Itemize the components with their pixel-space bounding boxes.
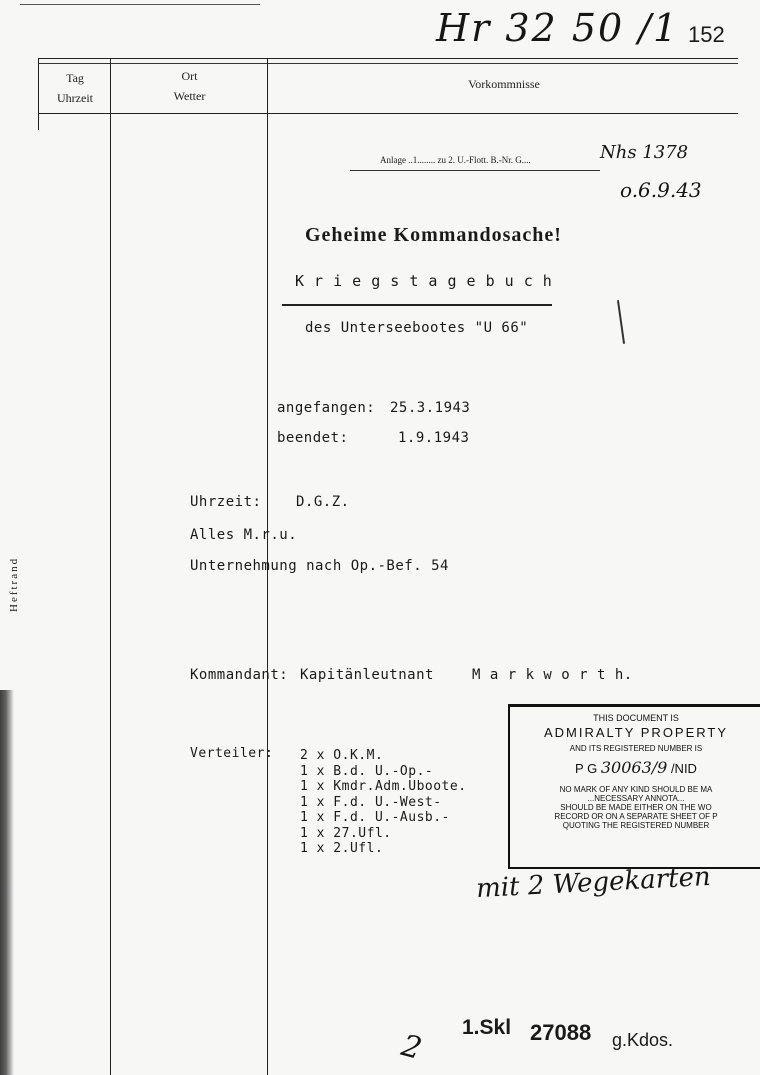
header-tag: Tag — [66, 71, 84, 85]
header-ort: Ort — [181, 69, 198, 83]
anlage-hand-number: Nhs 1378 — [600, 142, 689, 163]
anlage-hand-date: o.6.9.43 — [620, 178, 702, 202]
header-wetter: Wetter — [173, 89, 206, 103]
distribution-item: 1 x 2.Ufl. — [300, 841, 384, 856]
distribution-list — [300, 748, 467, 857]
doc-title: K r i e g s t a g e b u c h — [295, 272, 553, 290]
alles-line: Alles M.r.u. — [190, 527, 298, 543]
handwritten-note: mit 2 Wegekarten — [475, 861, 712, 905]
distribution-label: Verteiler: — [190, 746, 274, 761]
archive-reference: Hr 32 50 /1 — [436, 6, 680, 50]
bottom-ref-prefix: 1.Skl — [462, 1016, 512, 1039]
begun-value: 25.3.1943 — [390, 400, 471, 416]
table-left-border — [38, 58, 39, 130]
distribution-item: 1 x F.d. U.-Ausb.- — [300, 810, 450, 825]
stamp-registered-number: 30063/9 — [600, 758, 668, 777]
table-top-rule — [38, 58, 738, 59]
margin-label: Heftrand — [8, 556, 20, 612]
admiralty-stamp — [508, 704, 760, 869]
table-top-rule-2 — [38, 63, 738, 64]
time-value: D.G.Z. — [296, 494, 350, 510]
distribution-item: 2 x O.K.M. — [300, 748, 384, 763]
column-divider-1 — [110, 58, 111, 1075]
distribution-item: 1 x F.d. U.-West- — [300, 794, 442, 810]
distribution-item: 1 x 27.Ufl. — [300, 825, 392, 841]
commander-name: M a r k w o r t h. — [472, 667, 633, 683]
bottom-ref-number: 27088 — [530, 1020, 592, 1045]
anlage-text: Anlage ..1........ zu 2. U.-Flott. B.-Nr. G.... — [380, 155, 531, 165]
pencil-mark — [617, 300, 625, 344]
doc-subtitle: des Unterseebootes "U 66" — [305, 320, 529, 336]
bottom-ref-suffix: g.Kdos. — [612, 1030, 674, 1050]
time-label: Uhrzeit: — [190, 494, 262, 510]
stamp-line-8: RECORD OR ON A SEPARATE SHEET OF P — [554, 812, 718, 821]
stamp-pg: P G — [575, 761, 598, 776]
binding-shadow — [0, 690, 14, 1075]
distribution-item: 1 x B.d. U.-Op.- — [300, 763, 434, 779]
begun-label: angefangen: — [277, 400, 376, 416]
ended-label: beendet: — [277, 430, 349, 446]
commander-label: Kommandant: — [190, 667, 289, 683]
distribution-item: 1 x Kmdr.Adm.Uboote. — [300, 779, 467, 794]
stamp-nid: /NID — [670, 761, 697, 776]
operation-line: Unternehmung nach Op.-Bef. 54 — [190, 558, 449, 574]
anlage-underline — [350, 170, 600, 171]
header-uhrzeit: Uhrzeit — [57, 91, 93, 105]
header-vorkommnisse: Vorkommnisse — [468, 77, 540, 91]
stamp-line-7: SHOULD BE MADE EITHER ON THE WO — [560, 803, 712, 812]
header-ort-wetter — [112, 66, 267, 106]
title-underline — [282, 304, 552, 306]
stamp-line-4 — [510, 758, 760, 777]
ended-value: 1.9.1943 — [398, 430, 470, 446]
top-edge-line — [20, 4, 260, 5]
stamp-line-2: ADMIRALTY PROPERTY — [543, 725, 729, 740]
stamp-line-9: QUOTING THE REGISTERED NUMBER — [562, 821, 710, 830]
stamp-line-6: ...NECESSARY ANNOTA... — [587, 794, 685, 803]
stamp-line-1: THIS DOCUMENT IS — [593, 713, 679, 723]
stamp-line-3: AND ITS REGISTERED NUMBER IS — [569, 744, 703, 753]
page-number: 152 — [688, 22, 725, 47]
secret-heading: Geheime Kommandosache! — [305, 224, 562, 246]
table-header-rule — [38, 113, 738, 114]
commander-rank: Kapitänleutnant — [300, 667, 434, 683]
header-tag-uhrzeit — [40, 68, 110, 108]
bottom-hand-mark: 2 — [397, 1028, 426, 1067]
stamp-line-5: NO MARK OF ANY KIND SHOULD BE MA — [559, 785, 713, 794]
